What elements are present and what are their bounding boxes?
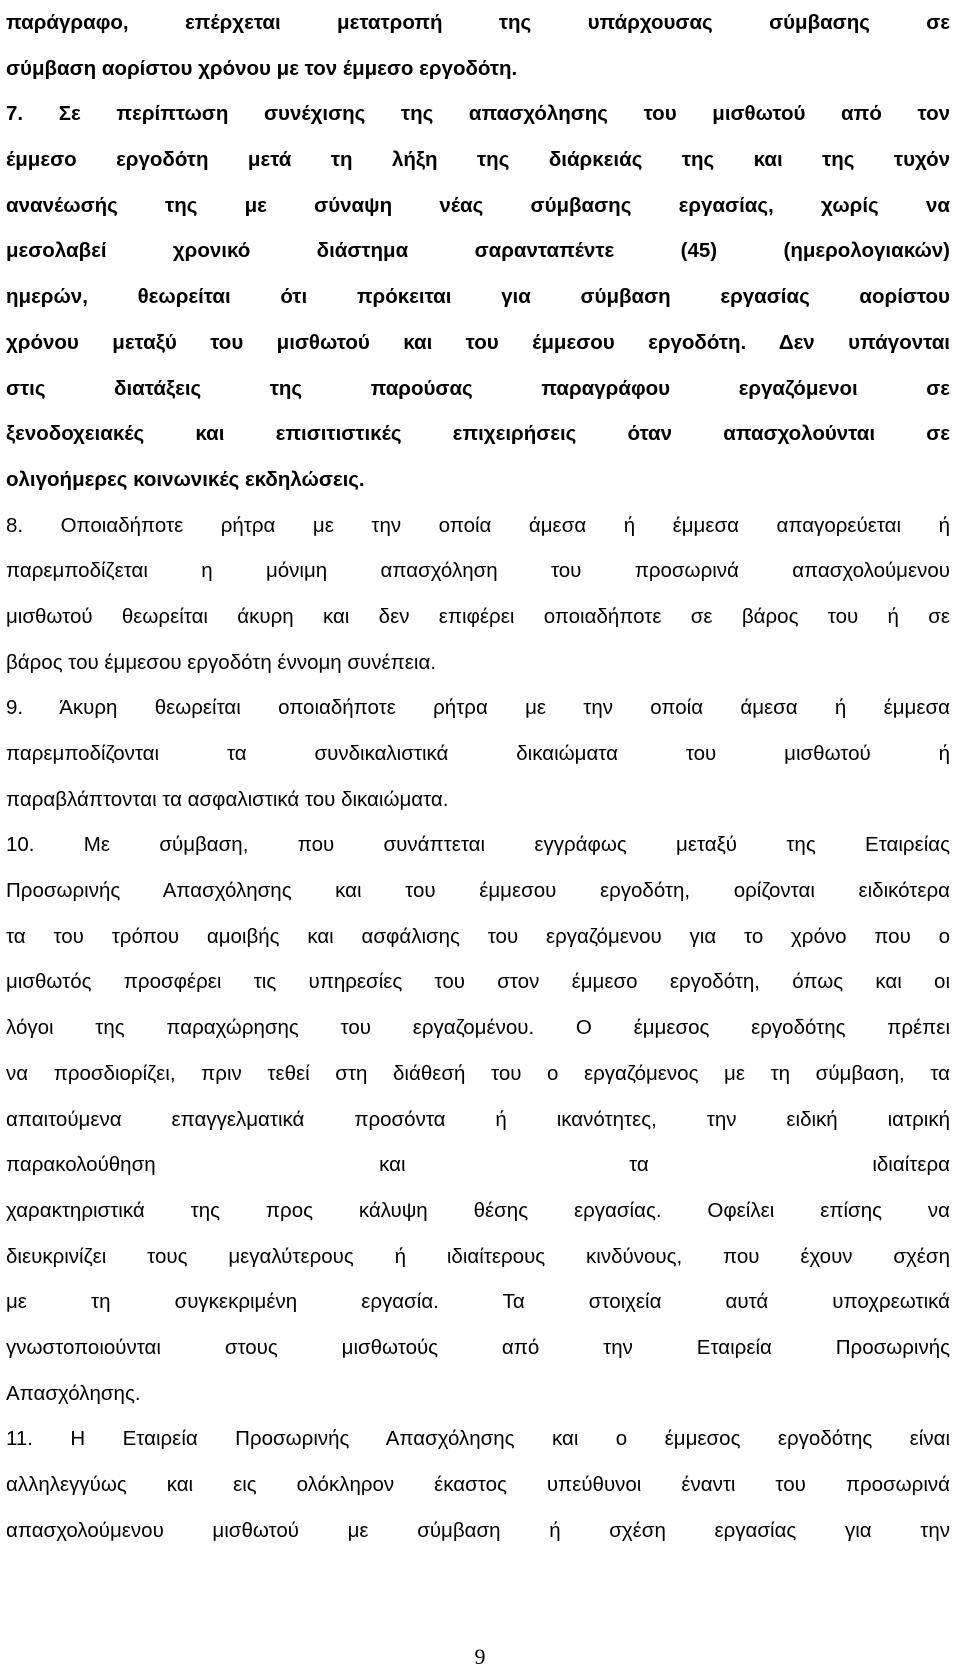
text-line: απαιτούμενα επαγγελματικά προσόντα ή ικανότητες, την ειδική ιατρική xyxy=(6,1107,950,1131)
page-number: 9 xyxy=(474,1644,486,1669)
text-line: 11. Η Εταιρεία Προσωρινής Απασχόλησης και ο έμμεσος εργοδότης είναι xyxy=(6,1427,950,1451)
text-line: παρεμποδίζεται η μόνιμη απασχόληση του προσωρινά απασχολούμενου xyxy=(6,559,950,583)
text-line: χαρακτηριστικά της προς κάλυψη θέσης εργασίας. Οφείλει επίσης να xyxy=(6,1198,950,1222)
text-line: διευκρινίζει τους μεγαλύτερους ή ιδιαίτερους κινδύνους, που έχουν σχέση xyxy=(6,1244,950,1268)
paragraph-7 xyxy=(6,91,950,502)
text-line: έμμεσο εργοδότη μετά τη λήξη της διάρκειάς της και της τυχόν xyxy=(6,148,950,172)
paragraph-6-continuation xyxy=(6,0,950,91)
text-line: Προσωρινής Απασχόλησης και του έμμεσου εργοδότη, ορίζονται ειδικότερα xyxy=(6,879,950,903)
text-line: με τη συγκεκριμένη εργασία. Τα στοιχεία αυτά υποχρεωτικά xyxy=(6,1290,950,1314)
text-line: παράγραφο, επέρχεται μετατροπή της υπάρχουσας σύμβασης σε xyxy=(6,11,950,34)
text-line: να προσδιορίζει, πριν τεθεί στη διάθεσή του ο εργαζόμενος με τη σύμβαση, τα xyxy=(6,1061,950,1085)
paragraph-8 xyxy=(6,503,950,686)
text-line: ολιγοήμερες κοινωνικές εκδηλώσεις. xyxy=(6,467,365,491)
text-line: ξενοδοχειακές και επισιτιστικές επιχειρήσεις όταν απασχολούνται σε xyxy=(6,422,950,446)
text-line: 9. Άκυρη θεωρείται οποιαδήποτε ρήτρα με την οποία άμεσα ή έμμεσα xyxy=(6,696,950,720)
text-line: γνωστοποιούνται στους μισθωτούς από την Εταιρεία Προσωρινής xyxy=(6,1335,950,1359)
paragraph-10 xyxy=(6,822,950,1416)
text-line: ημερών, θεωρείται ότι πρόκειται για σύμβαση εργασίας αορίστου xyxy=(6,285,950,309)
text-line: παραβλάπτονται τα ασφαλιστικά του δικαιώματα. xyxy=(6,787,449,811)
text-line: μεσολαβεί χρονικό διάστημα σαρανταπέντε (45) (ημερολογιακών) xyxy=(6,239,950,263)
text-line: αλληλεγγύως και εις ολόκληρον έκαστος υπεύθυνοι έναντι του προσωρινά xyxy=(6,1473,950,1496)
text-line: παρεμποδίζονται τα συνδικαλιστικά δικαιώματα του μισθωτού ή xyxy=(6,742,950,765)
paragraph-9 xyxy=(6,685,950,822)
text-line: 7. Σε περίπτωση συνέχισης της απασχόλησης του μισθωτού από τον xyxy=(6,102,950,126)
text-line: τα του τρόπου αμοιβής και ασφάλισης του εργαζόμενου για το χρόνο που ο xyxy=(6,924,950,948)
document-body xyxy=(6,0,950,1553)
text-line: 10. Με σύμβαση, που συνάπτεται εγγράφως μεταξύ της Εταιρείας xyxy=(6,833,950,857)
paragraph-11 xyxy=(6,1416,950,1553)
text-line: Απασχόλησης. xyxy=(6,1381,141,1405)
text-line: σύμβαση αορίστου χρόνου με τον έμμεσο εργοδότη. xyxy=(6,56,518,80)
text-line: χρόνου μεταξύ του μισθωτού και του έμμεσου εργοδότη. Δεν υπάγονται xyxy=(6,330,950,354)
text-line: στις διατάξεις της παρούσας παραγράφου εργαζόμενοι σε xyxy=(6,376,950,400)
text-line: 8. Οποιαδήποτε ρήτρα με την οποία άμεσα ή έμμεσα απαγορεύεται ή xyxy=(6,513,950,537)
text-line: μισθωτού θεωρείται άκυρη και δεν επιφέρει οποιαδήποτε σε βάρος του ή σε xyxy=(6,604,950,628)
text-line: βάρος του έμμεσου εργοδότη έννομη συνέπεια. xyxy=(6,650,437,674)
text-line: μισθωτός προσφέρει τις υπηρεσίες του στον έμμεσο εργοδότη, όπως και οι xyxy=(6,970,950,994)
text-line: απασχολούμενου μισθωτού με σύμβαση ή σχέση εργασίας για την xyxy=(6,1518,950,1542)
text-line: ανανέωσής της με σύναψη νέας σύμβασης εργασίας, χωρίς να xyxy=(6,193,950,217)
text-line: λόγοι της παραχώρησης του εργαζομένου. Ο έμμεσος εργοδότης πρέπει xyxy=(6,1016,950,1040)
text-line: παρακολούθηση και τα ιδιαίτερα xyxy=(6,1153,950,1177)
